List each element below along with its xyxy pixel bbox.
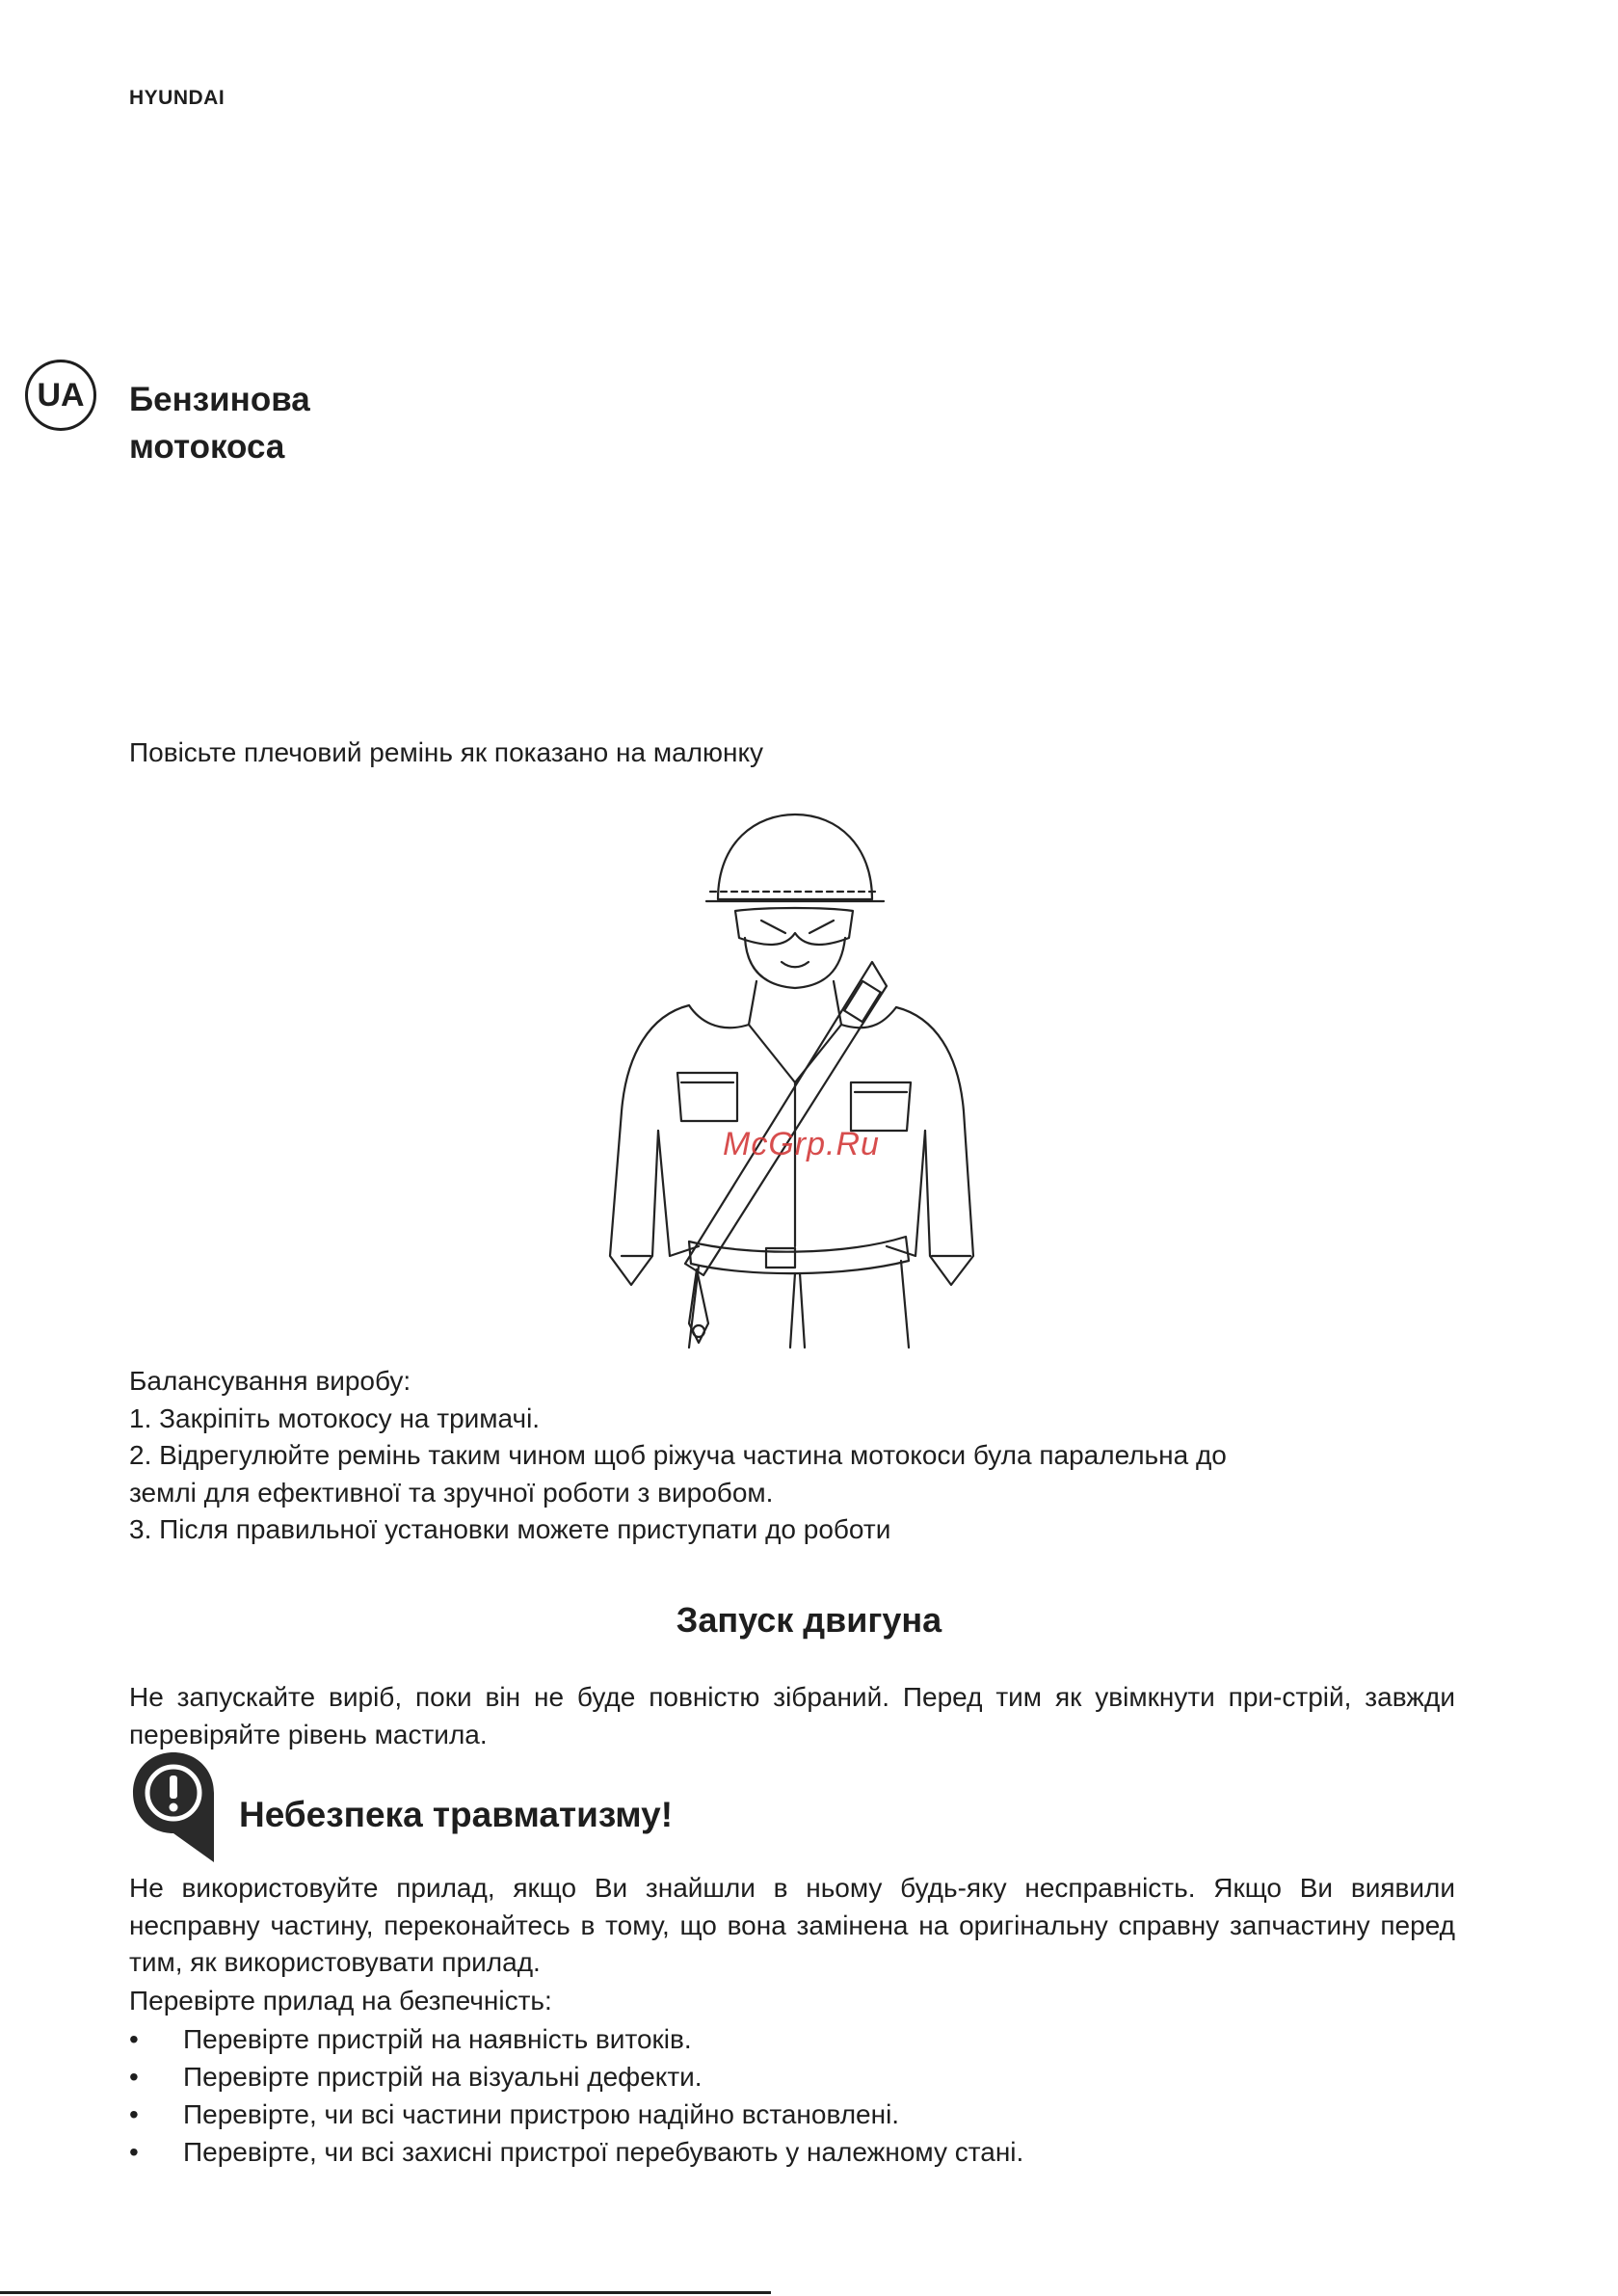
balancing-heading: Балансування виробу: (129, 1366, 411, 1396)
language-badge: UA (25, 360, 96, 431)
list-item (129, 2096, 1023, 2133)
engine-start-text: Не запускайте виріб, поки він не буде повністю зібраний. Перед тим як увімкнути при-стрій, завжди перевіряйте рівень мастила. (129, 1682, 1455, 1749)
list-item (129, 2020, 1023, 2058)
list-item-text: Перевірте, чи всі частини пристрою надійно встановлені. (183, 2099, 900, 2129)
bullet-marker: • (129, 2099, 139, 2129)
safety-check-heading: Перевірте прилад на безпечність: (129, 1986, 552, 2016)
bullet-marker: • (129, 2024, 139, 2054)
document-title (129, 376, 310, 470)
balancing-step-2-line-2: землі для ефективної та зручної роботи з виробом. (129, 1477, 774, 1508)
document-title-line-1: Бензинова (129, 381, 310, 418)
balancing-section (129, 1363, 1455, 1549)
document-title-line-2: мотокоса (129, 428, 285, 466)
warning-exclamation-icon (129, 1749, 218, 1864)
engine-start-title: Запуск двигуна (676, 1600, 942, 1640)
list-item (129, 2058, 1023, 2096)
safety-check-list (129, 2020, 1023, 2171)
watermark: McGrp.Ru (723, 1126, 880, 1162)
strap-instruction: Повісьте плечовий ремінь як показано на малюнку (129, 737, 764, 767)
shoulder-strap-illustration (593, 803, 988, 1352)
list-item-text: Перевірте, чи всі захисні пристрої перебувають у належному стані. (183, 2137, 1024, 2167)
balancing-step-2-line-1: 2. Відрегулюйте ремінь таким чином щоб ріжуча частина мотокоси була паралельна до (129, 1440, 1227, 1470)
brand-name: HYUNDAI (129, 87, 225, 109)
list-item-text: Перевірте пристрій на візуальні дефекти. (183, 2062, 703, 2092)
balancing-step-1: 1. Закріпіть мотокосу на тримачі. (129, 1402, 541, 1433)
bullet-marker: • (129, 2062, 139, 2092)
list-item-text: Перевірте пристрій на наявність витоків. (183, 2024, 692, 2054)
warning-text: Не використовуйте прилад, якщо Ви знайшли в ньому будь-яку несправність. Якщо Ви виявили несправну частину, переконайтесь в тому, що вона замінена на оригінальну справну запчастину перед тим, як використовувати прилад. (129, 1873, 1455, 1977)
warning-title: Небезпека травматизму! (239, 1795, 674, 1834)
bullet-marker: • (129, 2137, 139, 2167)
list-item (129, 2133, 1023, 2171)
footer-divider (0, 2291, 771, 2294)
balancing-step-3: 3. Після правильної установки можете приступати до роботи (129, 1514, 891, 1544)
